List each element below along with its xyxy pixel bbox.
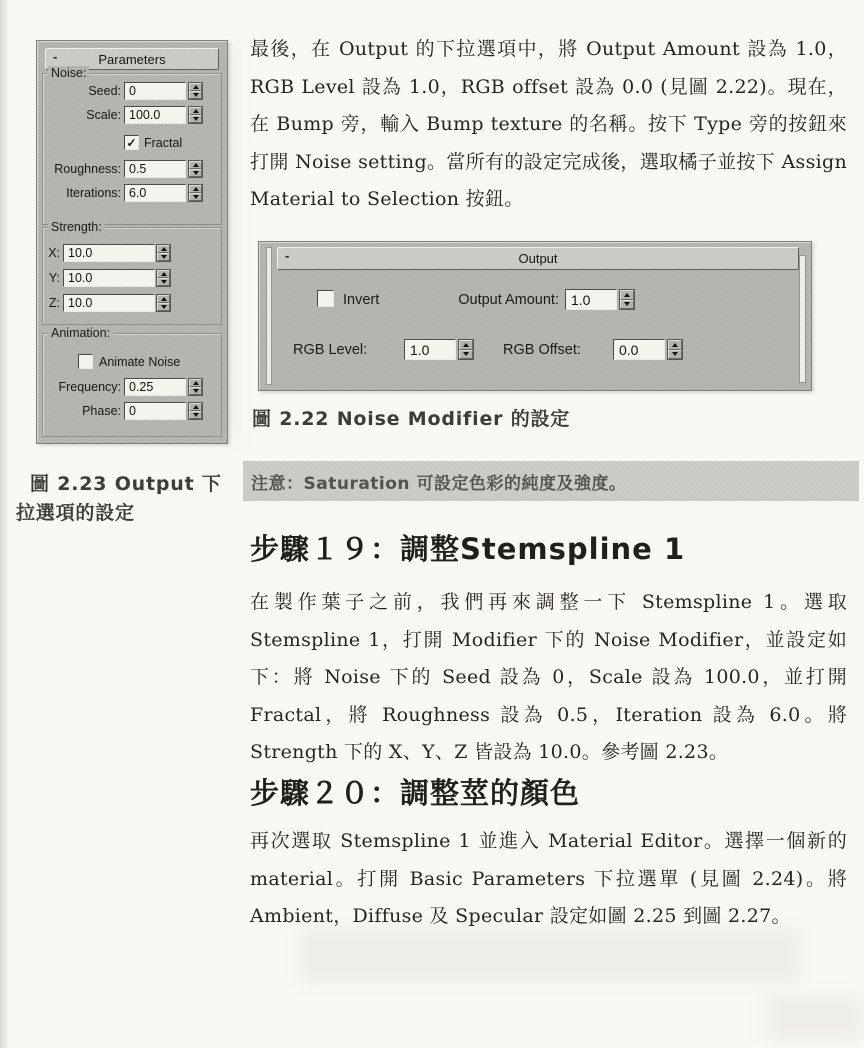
spinner-down-icon[interactable] xyxy=(189,169,202,177)
intro-paragraph: 最後，在 Output 的下拉選項中，將 Output Amount 設為 1.0，RGB Level 設為 1.0，RGB offset 設為 0.0 (見圖 2.22)。現在，在 Bump 旁，輸入 Bump texture 的名稱。按下 Type 旁的按鈕來打開 Noise setting。當所有的設定完成後，選取橘子並按下 Assign Material to Selection 按鈕。 xyxy=(250,38,847,210)
invert-label: Invert xyxy=(343,292,380,308)
step20-heading: 步驟２０：調整莖的顏色 xyxy=(250,776,581,810)
iterations-spinner[interactable] xyxy=(188,184,203,202)
output-rollout-header[interactable] xyxy=(277,247,799,270)
spinner-down-icon[interactable] xyxy=(189,115,202,123)
rgb-offset-spinner[interactable] xyxy=(667,339,683,360)
step20-paragraph: 再次選取 Stemspline 1 並進入 Material Editor。選擇一個新的 material。打開 Basic Parameters 下拉選單 (見圖 2.24)。將 Ambient，Diffuse 及 Specular 設定如圖 2.25 到圖 2.27。 xyxy=(250,830,847,927)
spinner-down-icon[interactable] xyxy=(189,91,202,99)
scan-artifact xyxy=(300,928,800,983)
check-icon: ✓ xyxy=(126,135,137,150)
output-amount-spinner[interactable] xyxy=(619,289,635,310)
roughness-field[interactable]: 0.5 xyxy=(124,160,186,178)
collapse-minus-icon: - xyxy=(53,49,58,64)
rgb-offset-field[interactable]: 0.0 xyxy=(613,339,665,360)
output-amount-field[interactable]: 1.0 xyxy=(565,289,617,310)
fractal-checkbox[interactable] xyxy=(124,135,139,150)
iterations-label: Iterations: xyxy=(66,186,121,200)
frequency-field[interactable]: 0.25 xyxy=(124,378,186,396)
spinner-up-icon[interactable] xyxy=(189,161,202,169)
parameters-rollout-title: Parameters xyxy=(98,51,166,67)
step19-heading: 步驟１９：調整Stemspline 1 xyxy=(250,532,686,566)
rollout-scrollbar-track[interactable] xyxy=(799,255,806,383)
caption-line: 拉選項的設定 xyxy=(16,502,135,524)
spinner-up-icon[interactable] xyxy=(668,340,682,350)
spinner-down-icon[interactable] xyxy=(157,253,170,261)
rgb-level-spinner[interactable] xyxy=(458,339,474,360)
frequency-spinner[interactable] xyxy=(188,378,203,396)
strength-z-spinner[interactable] xyxy=(156,294,171,312)
strength-y-spinner[interactable] xyxy=(156,269,171,287)
spinner-down-icon[interactable] xyxy=(189,193,202,201)
spinner-up-icon[interactable] xyxy=(459,340,473,350)
spinner-up-icon[interactable] xyxy=(189,379,202,387)
frequency-label: Frequency: xyxy=(58,380,121,394)
spinner-down-icon[interactable] xyxy=(459,350,473,360)
spinner-up-icon[interactable] xyxy=(157,270,170,278)
output-rollout-title: Output xyxy=(518,251,558,266)
scale-spinner[interactable] xyxy=(188,106,203,124)
step19-paragraph: 在製作葉子之前，我們再來調整一下 Stemspline 1。選取 Stemspline 1，打開 Modifier 下的 Noise Modifier，並設定如下：將 Noise 下的 Seed 設為 0，Scale 設為 100.0，並打開 Fractal，將 Roughness 設為 0.5，Iteration 設為 6.0。將 Strength 下的 X、Y、Z 皆設為 10.0。參考圖 2.23。 xyxy=(250,591,847,763)
output-amount-label: Output Amount: xyxy=(458,292,559,308)
animation-group xyxy=(42,326,222,437)
invert-checkbox[interactable] xyxy=(317,290,334,307)
animate-noise-label: Animate Noise xyxy=(99,355,181,369)
spinner-up-icon[interactable] xyxy=(189,83,202,91)
spinner-down-icon[interactable] xyxy=(189,411,202,419)
scale-label: Scale: xyxy=(86,108,121,122)
strength-x-spinner[interactable] xyxy=(156,244,171,262)
strength-x-label: X: xyxy=(48,246,60,260)
strength-y-field[interactable]: 10.0 xyxy=(63,269,155,287)
scan-gutter-shadow xyxy=(0,0,9,1048)
animate-noise-checkbox[interactable] xyxy=(78,354,93,369)
caption-line: 圖 2.23 Output 下 xyxy=(30,473,222,495)
parameters-rollout-panel xyxy=(36,40,228,444)
phase-spinner[interactable] xyxy=(188,402,203,420)
spinner-down-icon[interactable] xyxy=(157,278,170,286)
noise-group xyxy=(42,66,222,225)
scan-artifact xyxy=(766,996,862,1040)
spinner-up-icon[interactable] xyxy=(157,245,170,253)
spinner-down-icon[interactable] xyxy=(157,303,170,311)
seed-spinner[interactable] xyxy=(188,82,203,100)
iterations-field[interactable]: 6.0 xyxy=(124,184,186,202)
noise-group-label: Noise: xyxy=(48,66,89,80)
rollout-left-track xyxy=(266,247,272,385)
strength-y-label: Y: xyxy=(48,271,60,285)
phase-label: Phase: xyxy=(82,404,121,418)
rgb-level-field[interactable]: 1.0 xyxy=(404,339,456,360)
spinner-up-icon[interactable] xyxy=(157,295,170,303)
collapse-minus-icon: - xyxy=(285,248,290,263)
strength-group xyxy=(42,220,222,325)
strength-z-field[interactable]: 10.0 xyxy=(63,294,155,312)
rgb-level-label: RGB Level: xyxy=(293,342,368,358)
roughness-label: Roughness: xyxy=(54,162,121,176)
spinner-up-icon[interactable] xyxy=(189,107,202,115)
animation-group-label: Animation: xyxy=(48,326,113,340)
seed-field[interactable]: 0 xyxy=(124,82,186,100)
rgb-offset-label: RGB Offset: xyxy=(503,342,581,358)
phase-field[interactable]: 0 xyxy=(124,402,186,420)
strength-z-label: Z: xyxy=(48,296,60,310)
spinner-down-icon[interactable] xyxy=(189,387,202,395)
spinner-up-icon[interactable] xyxy=(189,403,202,411)
figure-2-22-caption: 圖 2.22 Noise Modifier 的設定 xyxy=(252,408,571,430)
seed-label: Seed: xyxy=(88,84,121,98)
note-text: 注意：Saturation 可設定色彩的純度及強度。 xyxy=(251,473,627,494)
spinner-up-icon[interactable] xyxy=(189,185,202,193)
note-bar xyxy=(243,461,859,501)
strength-group-label: Strength: xyxy=(48,220,105,234)
roughness-spinner[interactable] xyxy=(188,160,203,178)
fractal-label: Fractal xyxy=(144,136,183,150)
spinner-up-icon[interactable] xyxy=(620,290,634,300)
strength-x-field[interactable]: 10.0 xyxy=(63,244,155,262)
scale-field[interactable]: 100.0 xyxy=(124,106,186,124)
output-rollout-panel xyxy=(258,241,812,391)
spinner-down-icon[interactable] xyxy=(668,350,682,360)
figure-2-23-caption xyxy=(16,470,242,528)
spinner-down-icon[interactable] xyxy=(620,300,634,310)
